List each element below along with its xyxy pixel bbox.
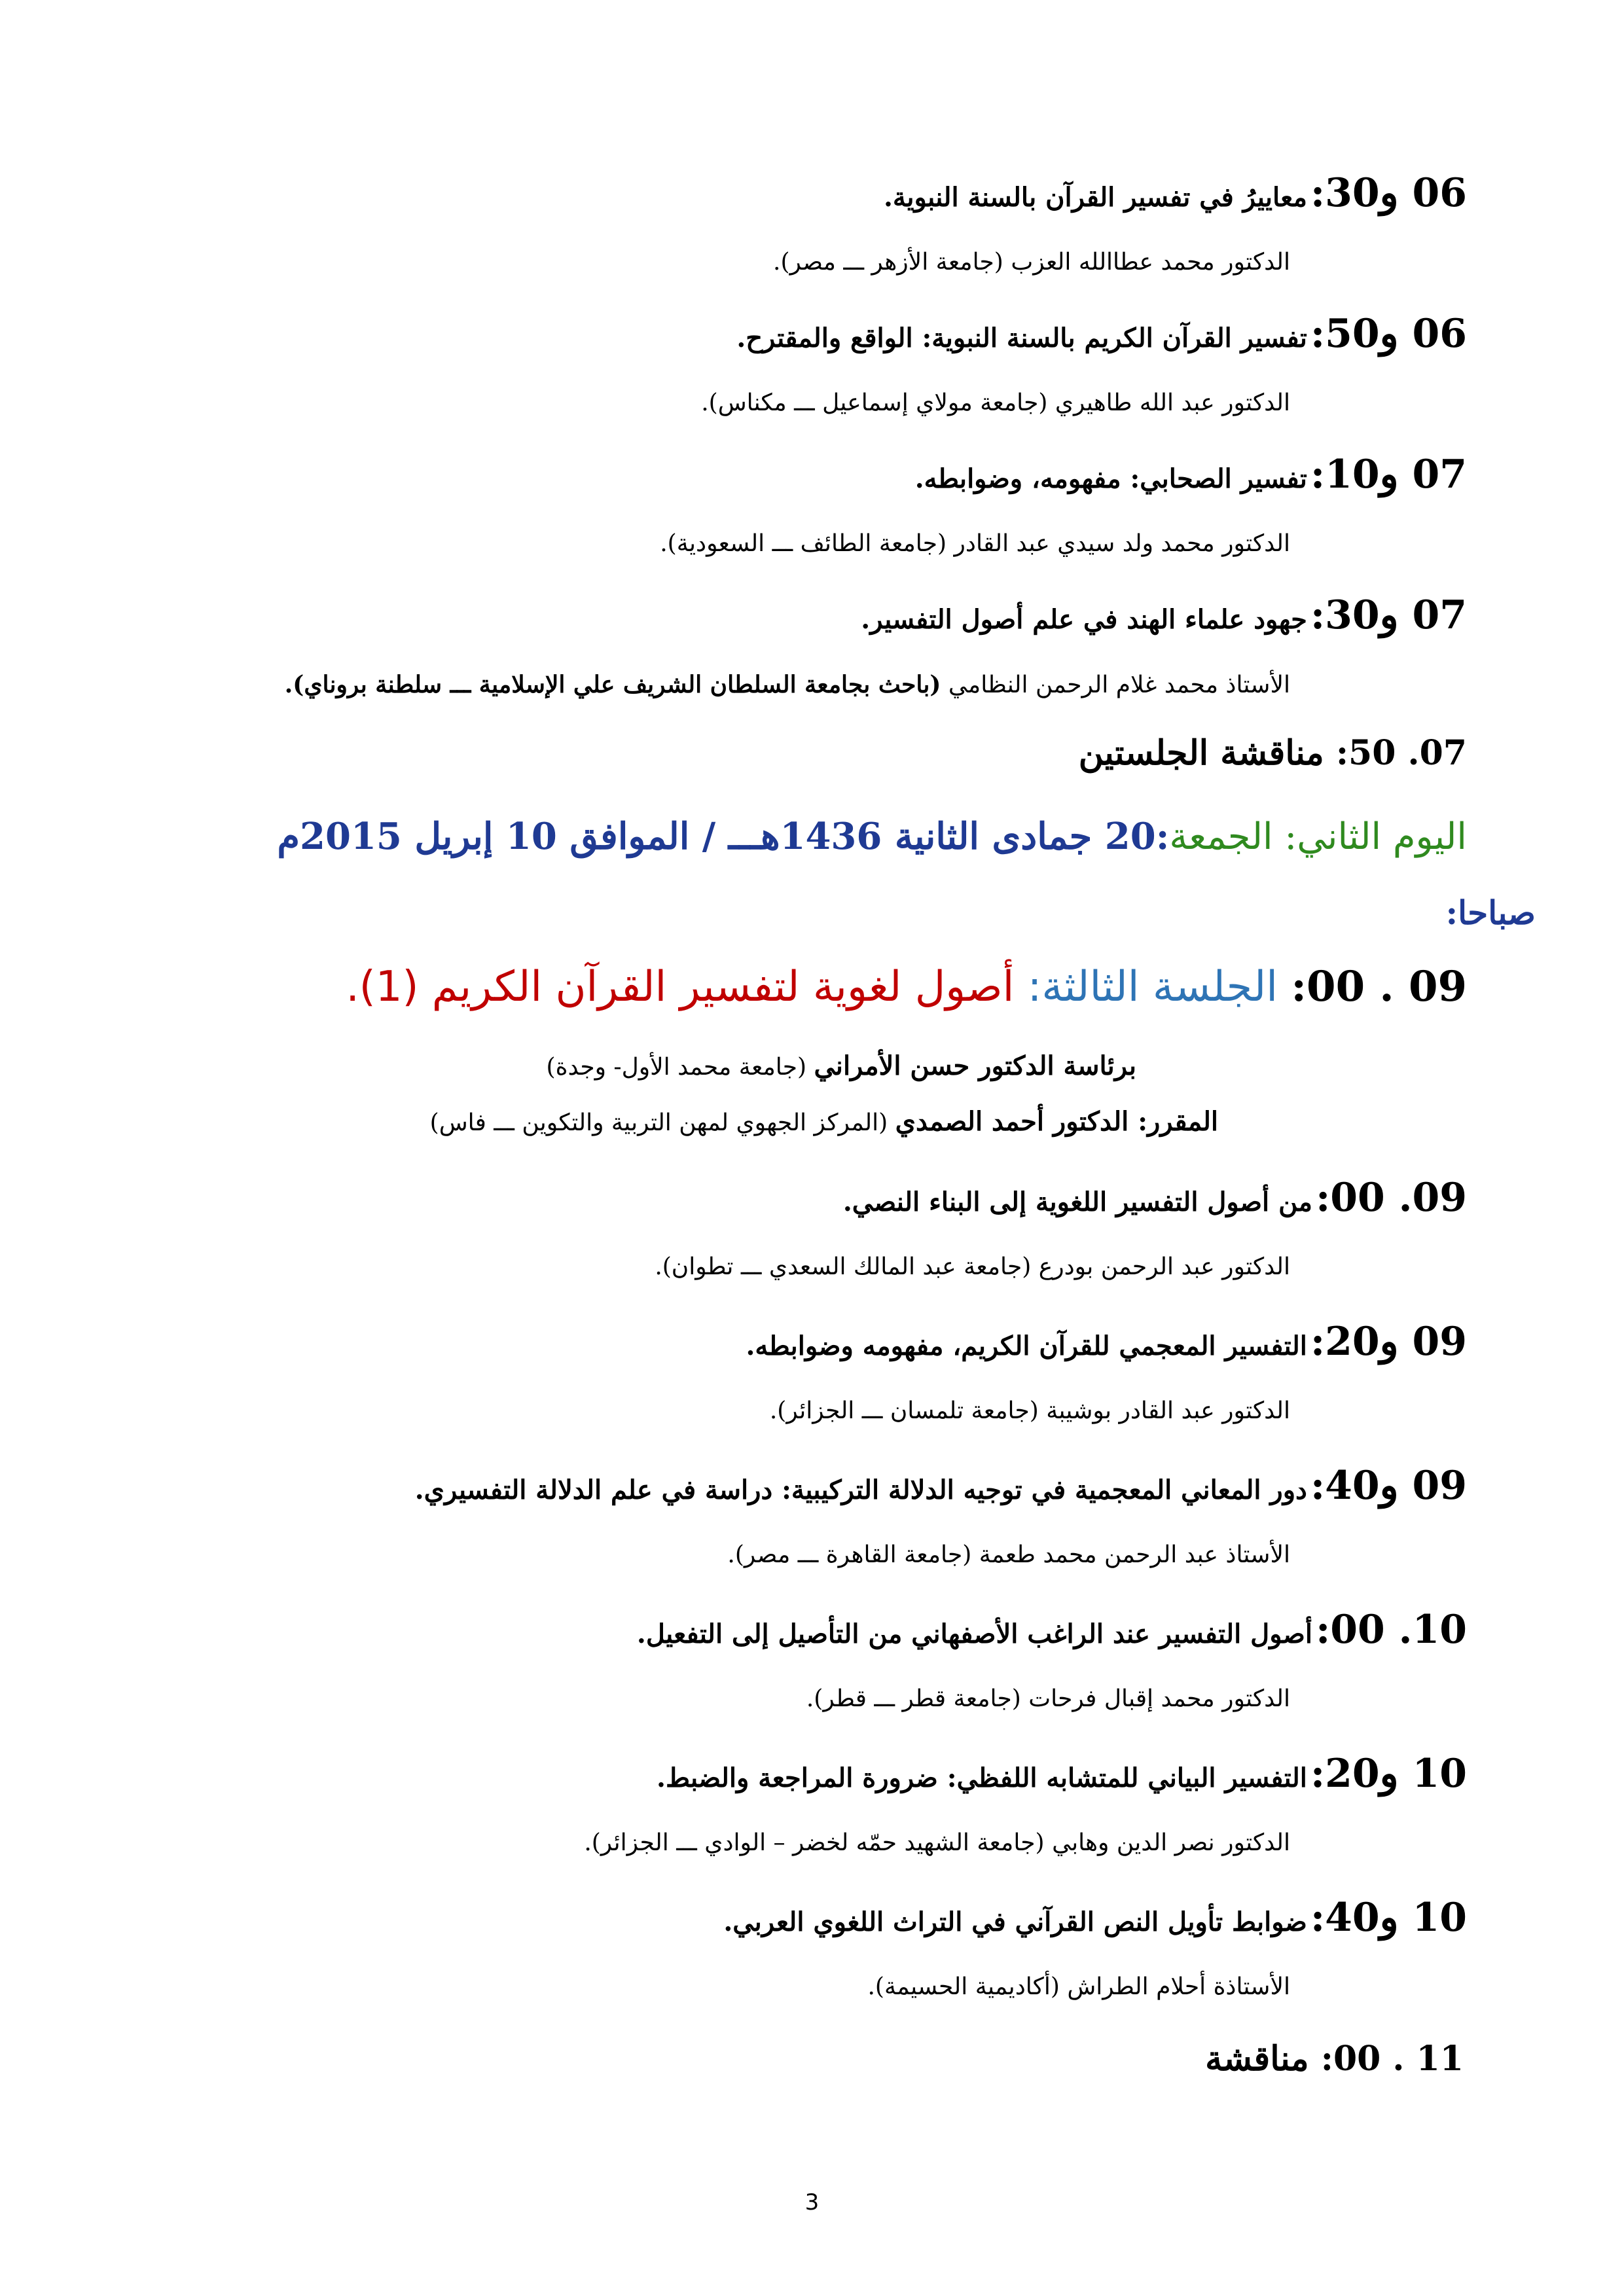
session-heading: [346, 962, 1467, 1011]
day-date: :20 جمادى الثانية 1436هـــ / الموافق 10 إبريل 2015م: [277, 815, 1170, 858]
speaker-affiliation: (أكاديمية الحسيمة).: [867, 1973, 1060, 2000]
speaker-affiliation: (جامعة عبد المالك السعدي ـــ تطوان).: [655, 1253, 1032, 1280]
program-item-speaker: [655, 1253, 1290, 1280]
item-title: التفسير البياني للمتشابه اللفظي: ضرورة المراجعة والضبط.: [657, 1763, 1307, 1793]
speaker-name: الدكتور عبد الله طاهيري: [1055, 389, 1290, 416]
item-time: 07 و30:: [1310, 592, 1467, 638]
page-number: 3: [804, 2189, 820, 2215]
item-time: 09 و40:: [1310, 1463, 1467, 1509]
item-time: 07 و10:: [1310, 452, 1467, 497]
program-item-speaker: [867, 1973, 1290, 2000]
program-item-speaker: [660, 530, 1290, 557]
item-time: 09 و20:: [1310, 1319, 1467, 1365]
item-time: 06 و30:: [1310, 170, 1467, 216]
program-item-speaker: [773, 249, 1290, 276]
speaker-name: الدكتور محمد عطاالله العزب: [1011, 249, 1290, 276]
speaker-affiliation: (جامعة قطر ـــ قطر).: [806, 1685, 1021, 1712]
item-title: التفسير المعجمي للقرآن الكريم، مفهومه وضوابطه.: [746, 1331, 1307, 1361]
item-time: 10. 00:: [1316, 1607, 1467, 1653]
chair-name: برئاسة الدكتور حسن الأمراني: [814, 1050, 1136, 1081]
discussion-heading: 11 . 00: مناقشة: [1205, 2039, 1464, 2079]
program-item-title: [843, 1175, 1467, 1221]
speaker-name: الأستاذ عبد الرحمن محمد طعمة: [979, 1541, 1290, 1568]
speaker-name: الدكتور عبد الرحمن بودرع: [1038, 1253, 1290, 1280]
item-title: معاييرُ في تفسير القرآن بالسنة النبوية.: [884, 182, 1307, 213]
program-item-speaker: [285, 671, 1290, 698]
item-time: 09. 00:: [1316, 1175, 1467, 1221]
program-item-title: [736, 311, 1467, 357]
speaker-affiliation: (باحث بجامعة السلطان الشريف علي الإسلامية ـــ سلطنة بروناي).: [284, 671, 941, 698]
session-chair: [547, 1050, 1136, 1081]
speaker-affiliation: (جامعة القاهرة ـــ مصر).: [727, 1541, 972, 1568]
speaker-affiliation: (جامعة مولاي إسماعيل ـــ مكناس).: [701, 389, 1048, 416]
item-time: 06 و50:: [1310, 311, 1467, 357]
chair-affiliation: (جامعة محمد الأول- وجدة): [546, 1054, 807, 1081]
item-title: تفسير الصحابي: مفهومه، وضوابطه.: [914, 463, 1307, 494]
speaker-name: الأستاذة أحلام الطراش: [1067, 1973, 1290, 2000]
day-heading: [277, 815, 1467, 858]
item-title: جهود علماء الهند في علم أصول التفسير.: [861, 604, 1307, 635]
program-item-speaker: [584, 1829, 1290, 1856]
morning-label: صباحا:: [1445, 893, 1536, 932]
program-item-title: [415, 1463, 1467, 1509]
session-rapporteur: [430, 1106, 1218, 1137]
program-item-title: [884, 170, 1467, 216]
program-item-title: [657, 1751, 1467, 1797]
rapporteur-name: المقرر: الدكتور أحمد الصمدي: [895, 1106, 1218, 1137]
item-title: ضوابط تأويل النص القرآني في التراث اللغوي العربي.: [723, 1907, 1307, 1937]
rapporteur-affiliation: (المركز الجهوي لمهن التربية والتكوين ـــ فاس): [429, 1109, 888, 1136]
speaker-affiliation: (جامعة الأزهر ـــ مصر).: [773, 249, 1003, 276]
discussion-heading: 07. 50: مناقشة الجلستين: [1078, 733, 1467, 773]
program-item-speaker: [806, 1685, 1290, 1712]
session-time: 09 . 00:: [1291, 962, 1467, 1011]
speaker-name: الدكتور محمد إقبال فرحات: [1028, 1685, 1290, 1712]
program-item-title: [746, 1319, 1467, 1365]
speaker-affiliation: (جامعة الطائف ـــ السعودية).: [660, 530, 947, 557]
program-item-title: [723, 1895, 1467, 1941]
program-item-speaker: [727, 1541, 1290, 1568]
speaker-name: الدكتور محمد ولد سيدي عبد القادر: [954, 530, 1290, 557]
program-item-title: [915, 452, 1467, 497]
session-title: أصول لغوية لتفسير القرآن الكريم (1).: [346, 963, 1015, 1011]
speaker-affiliation: (جامعة الشهيد حمّه لخضر – الوادي ـــ الجزائر).: [584, 1829, 1045, 1856]
speaker-affiliation: (جامعة تلمسان ـــ الجزائر).: [769, 1397, 1039, 1424]
speaker-name: الدكتور عبد القادر بوشيبة: [1046, 1397, 1290, 1424]
speaker-name: الدكتور نصر الدين وهابي: [1052, 1829, 1290, 1856]
item-title: تفسير القرآن الكريم بالسنة النبوية: الواقع والمقترح.: [736, 323, 1307, 353]
program-item-speaker: [701, 389, 1290, 416]
speaker-name: الأستاذ محمد غلام الرحمن النظامي: [948, 672, 1290, 698]
item-title: أصول التفسير عند الراغب الأصفهاني من التأصيل إلى التفعيل.: [636, 1619, 1312, 1649]
program-item-title: [861, 592, 1467, 638]
item-title: دور المعاني المعجمية في توجيه الدلالة التركيبية: دراسة في علم الدلالة التفسيري.: [414, 1475, 1307, 1505]
session-label: الجلسة الثالثة:: [1027, 963, 1278, 1011]
day-label: اليوم الثاني: الجمعة: [1169, 816, 1467, 858]
item-time: 10 و20:: [1310, 1751, 1467, 1797]
item-time: 10 و40:: [1310, 1895, 1467, 1941]
program-item-title: [637, 1607, 1467, 1653]
program-item-speaker: [770, 1397, 1290, 1424]
item-title: من أصول التفسير اللغوية إلى البناء النصي.: [842, 1187, 1312, 1217]
